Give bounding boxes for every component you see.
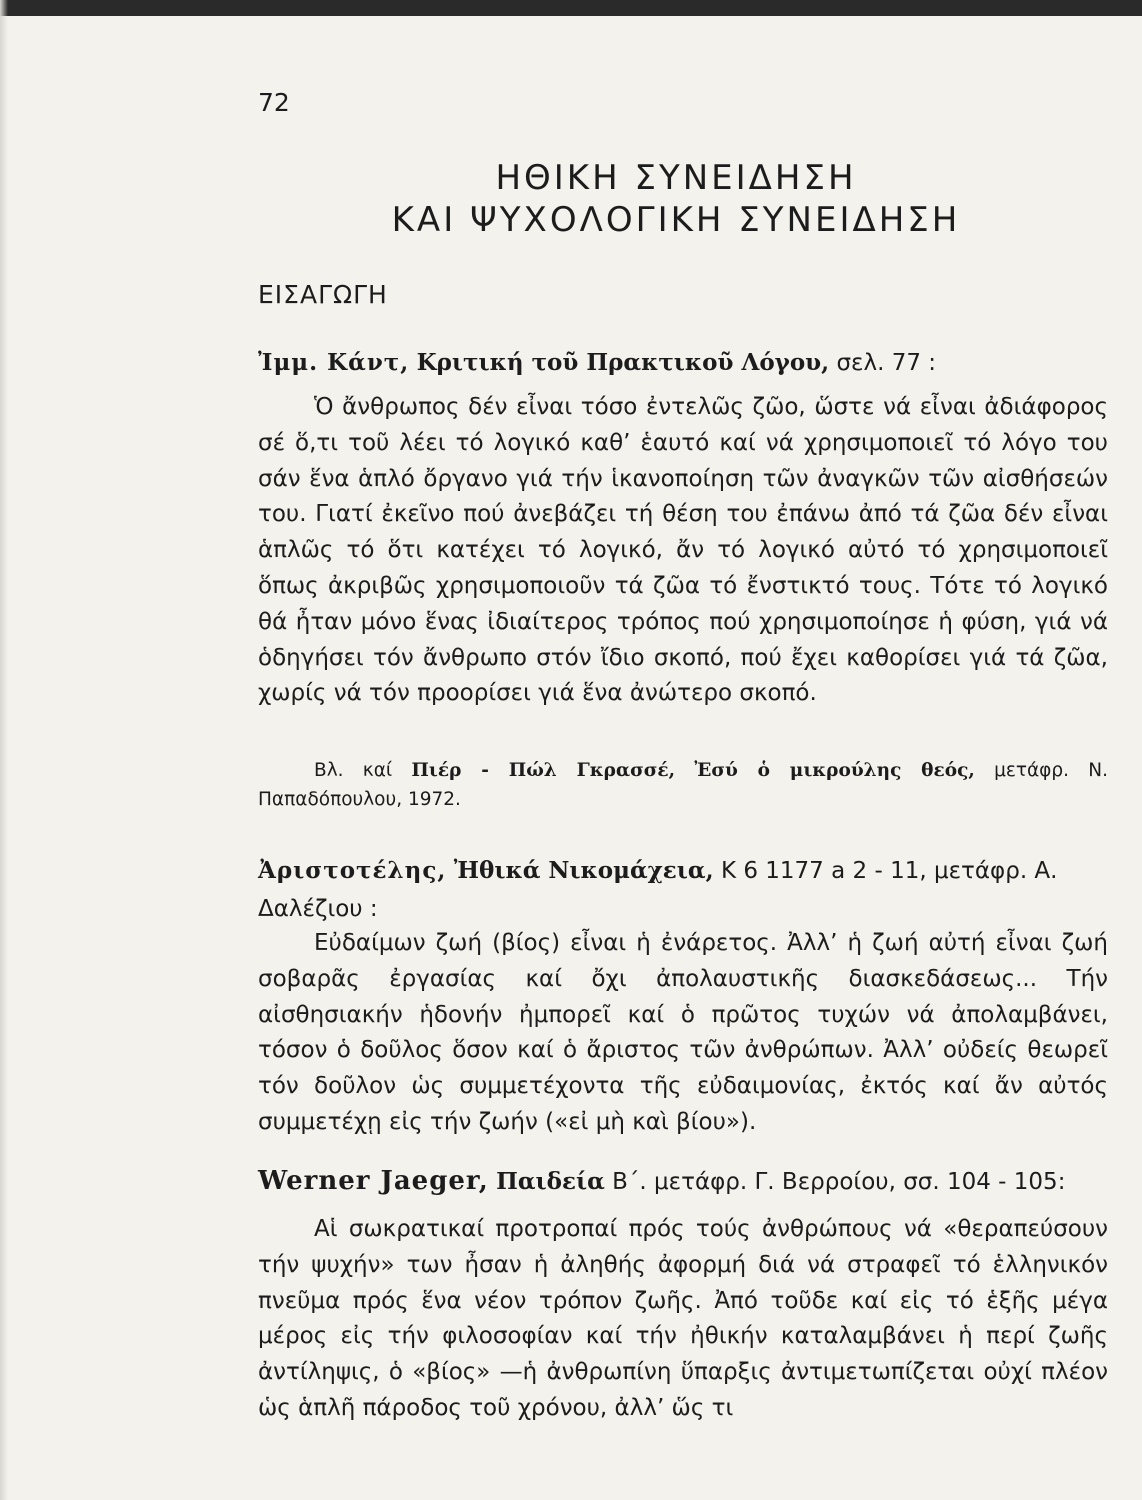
source-reference-kant	[258, 344, 1108, 382]
quote-kant	[258, 390, 1108, 712]
source-author: Werner Jaeger,	[258, 1166, 489, 1196]
source-work: Παιδεία	[496, 1168, 605, 1195]
source-ref: Β΄. μετάφρ. Γ. Βερροίου, σσ. 104 - 105:	[612, 1169, 1066, 1195]
source-reference-jaeger	[258, 1162, 1108, 1201]
source-ref: σελ. 77 :	[836, 350, 937, 376]
see-also-note	[258, 756, 1108, 814]
source-work: Κριτική τοῦ Πρακτικοῦ Λόγου,	[416, 349, 830, 376]
note-work: Ἐσύ ὁ μικρούλης θεός,	[694, 760, 975, 781]
section-heading: ΕΙΣΑΓΩΓΗ	[258, 280, 388, 309]
source-ref: Κ 6 1177 a 2 - 11, μετάφρ. Α. Δαλέζιου :	[258, 858, 1058, 922]
chapter-title-line-1: ΗΘΙΚΗ ΣΥΝΕΙΔΗΣΗ	[495, 158, 857, 198]
quote-text: Ὁ ἄνθρωπος δέν εἶναι τόσο ἐντελῶς ζῶο, ὥστε νά εἶναι ἀδιάφορος σέ ὅ,τι τοῦ λέει τό λογικό καθ’ ἑαυτό καί νά χρησιμοποιεῖ τό λόγο του σάν ἕνα ἁπλό ὄργανο γιά τήν ἱκανοποίηση τῶν ἀναγκῶν τῶν αἰσθήσεών του. Γιατί ἐκεῖνο πού ἀνεβάζει τή θέση του ἐπάνω ἀπό τά ζῶα δέν εἶναι ἁπλῶς τό ὅτι κατέχει τό λογικό, ἄν τό λογικό αὐτό τό χρησιμοποιεῖ ὅπως ἀκριβῶς χρησιμοποιοῦν τά ζῶα τό ἔνστικτό τους. Τότε τό λογικό θά ἦταν μόνο ἕνας ἰδιαίτερος τρόπος πού χρησιμοποίησε ἡ φύση, γιά νά ὁδηγήσει τόν ἄνθρωπο στόν ἴδιο σκοπό, πού ἔχει καθορίσει γιά τά ζῶα, χωρίς νά τόν προορίσει γιά ἕνα ἀνώτερο σκοπό.	[258, 394, 1108, 707]
quote-text: Αἱ σωκρατικαί προτροπαί πρός τούς ἀνθρώπους νά «θεραπεύσουν τήν ψυχήν» των ἦσαν ἡ ἀληθής ἀφορμή διά νά στραφεῖ τό ἑλληνικόν πνεῦμα πρός ἕνα νέον τρόπον ζωῆς. Ἀπό τοῦδε καί εἰς τό ἑξῆς μέγα μέρος εἰς τήν φιλοσοφίαν καί τήν ἠθικήν καταλαμβάνει ἡ περί ζωῆς ἀντίληψις, ὁ «βίος» —ἡ ἀνθρωπίνη ὕπαρξις ἀντιμετωπίζεται οὐχί πλέον ὡς ἁπλῆ πάροδος τοῦ χρόνου, ἀλλ’ ὥς τι	[258, 1216, 1108, 1421]
source-work: Ἠθικά Νικομάχεια,	[453, 857, 714, 884]
source-reference-aristotle	[258, 852, 1108, 928]
scan-left-shadow	[0, 0, 8, 1500]
quote-text: Εὐδαίμων ζωή (βίος) εἶναι ἡ ἐνάρετος. Ἀλλ’ ἡ ζωή αὐτή εἶναι ζωή σοβαρᾶς ἐργασίας καί ὄχι ἀπολαυστικῆς διασκεδάσεως... Τήν αἰσθησιακήν ἡδονήν ἠμπορεῖ καί ὁ πρῶτος τυχών νά ἀπολαμβάνει, τόσον ὁ δοῦλος ὅσον καί ὁ ἄριστος τῶν ἀνθρώπων. Ἀλλ’ οὐδείς θεωρεῖ τόν δοῦλον ὡς συμμετέχοντα τῆς εὐδαιμονίας, ἐκτός καί ἄν αὐτός συμμετέχῃ εἰς τήν ζωήν («εἰ μὴ καὶ βίου»).	[258, 930, 1108, 1135]
scan-top-border	[0, 0, 1142, 16]
source-author: Ἀριστοτέλης,	[258, 857, 447, 884]
quote-jaeger	[258, 1212, 1108, 1427]
page-number: 72	[258, 88, 290, 117]
chapter-title-line-2: ΚΑΙ ΨΥΧΟΛΟΓΙΚΗ ΣΥΝΕΙΔΗΣΗ	[391, 200, 961, 240]
note-rest: μετάφρ. Ν. Παπαδόπουλου, 1972.	[258, 760, 1108, 810]
source-author: Ἰμμ. Κάντ,	[258, 349, 410, 376]
note-author: Πιέρ - Πώλ Γκρασσέ,	[411, 760, 676, 781]
note-prefix: Βλ. καί	[314, 760, 393, 781]
quote-aristotle	[258, 926, 1108, 1141]
